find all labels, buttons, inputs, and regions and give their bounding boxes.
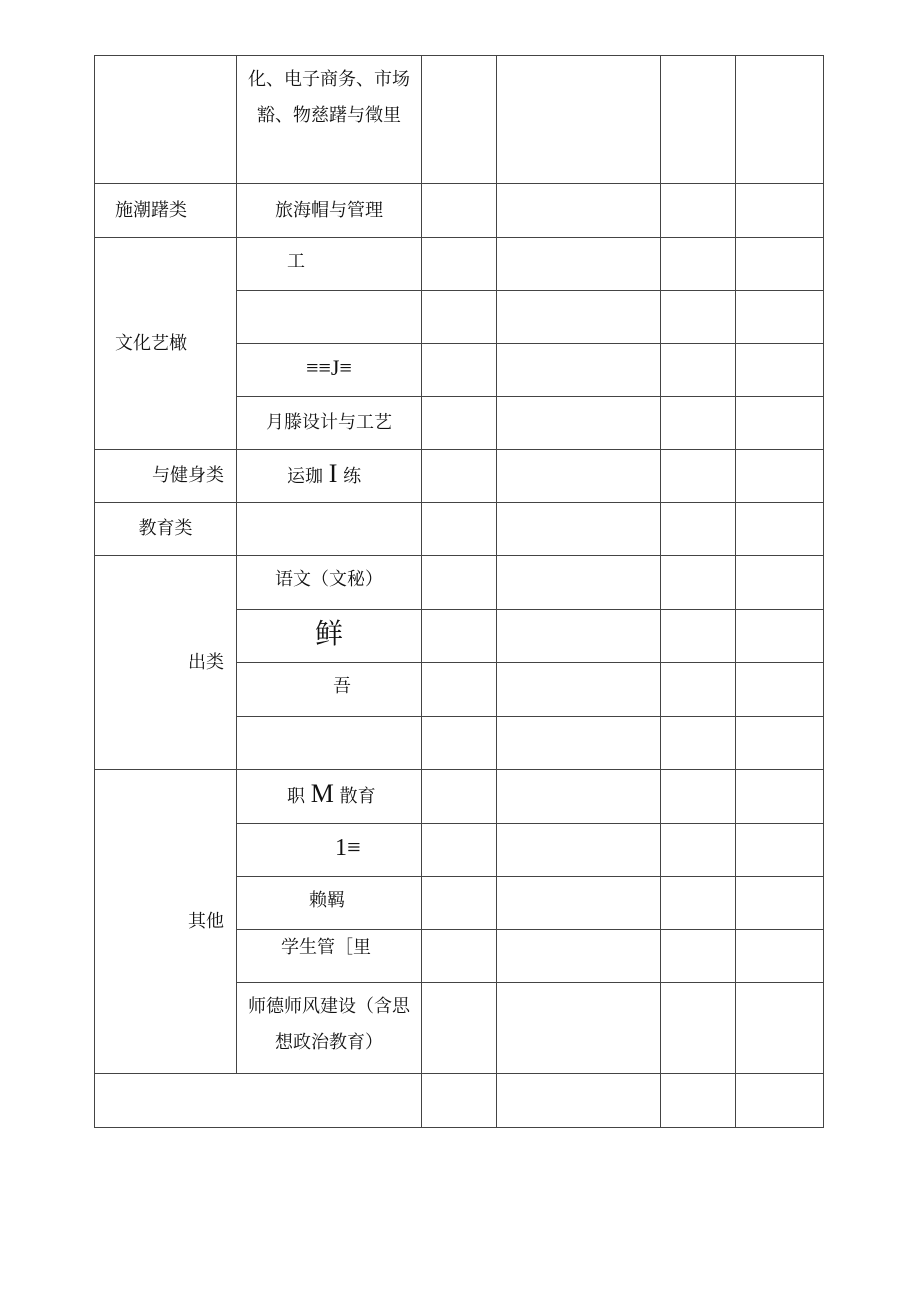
subject-line: 师德师风建设（含思 xyxy=(248,996,410,1017)
table-cell xyxy=(497,450,661,503)
table-cell xyxy=(422,397,497,450)
subject-cell xyxy=(237,450,422,503)
table-cell xyxy=(497,824,661,877)
subject-line: 豁、物慈躇与徵里 xyxy=(257,105,401,126)
table-cell xyxy=(736,184,824,238)
table-cell xyxy=(736,877,824,930)
subject-cell: 旅海帽与管理 xyxy=(237,184,422,238)
table-cell xyxy=(736,238,824,291)
table-cell xyxy=(736,397,824,450)
table-cell xyxy=(497,56,661,184)
subject-cell: 学生管［里 xyxy=(237,930,422,983)
category-cell: 出类 xyxy=(95,556,237,770)
table-row xyxy=(95,238,824,291)
category-cell: 教育类 xyxy=(95,503,237,556)
subject-part: I xyxy=(328,459,338,488)
table-cell xyxy=(661,556,736,610)
subject-cell: 吾 xyxy=(237,663,422,717)
table-cell xyxy=(422,930,497,983)
table-cell xyxy=(422,450,497,503)
subject-cell: 鲜 xyxy=(237,610,422,663)
subject-cell: 月滕设计与工艺 xyxy=(237,397,422,450)
table-row xyxy=(95,556,824,610)
table-cell xyxy=(497,717,661,770)
table-cell xyxy=(237,503,422,556)
table-cell xyxy=(736,503,824,556)
table-cell xyxy=(661,344,736,397)
table-row xyxy=(95,770,824,824)
subject-part: 运珈 xyxy=(287,466,323,487)
subject-cell: 语文（文秘） xyxy=(237,556,422,610)
table-cell xyxy=(661,983,736,1074)
table-cell xyxy=(736,610,824,663)
category-cell: 与健身类 xyxy=(95,450,237,503)
table-cell xyxy=(497,238,661,291)
table-cell xyxy=(661,291,736,344)
subject-cell: 1≡ xyxy=(237,824,422,877)
table-cell xyxy=(422,717,497,770)
table-cell xyxy=(497,344,661,397)
table-cell xyxy=(497,1074,661,1128)
table-cell xyxy=(422,291,497,344)
subject-part: M xyxy=(310,779,334,808)
table-cell xyxy=(497,770,661,824)
subject-cell xyxy=(237,56,422,184)
table-cell xyxy=(422,503,497,556)
table-cell xyxy=(497,397,661,450)
table-cell xyxy=(661,184,736,238)
table-cell xyxy=(422,556,497,610)
table-cell xyxy=(422,824,497,877)
table-cell xyxy=(422,184,497,238)
table-row xyxy=(95,503,824,556)
table-cell xyxy=(736,930,824,983)
subject-cell xyxy=(237,770,422,824)
table-cell xyxy=(95,56,237,184)
table-cell xyxy=(661,717,736,770)
subject-cell xyxy=(237,717,422,770)
table-cell xyxy=(661,238,736,291)
table-cell xyxy=(736,291,824,344)
subject-cell xyxy=(237,291,422,344)
table-cell xyxy=(736,663,824,717)
table-cell xyxy=(661,824,736,877)
table-row xyxy=(95,1074,824,1128)
table-cell xyxy=(497,291,661,344)
subject-cell: 工 xyxy=(237,238,422,291)
table-cell xyxy=(736,56,824,184)
subject-cell: ≡≡J≡ xyxy=(237,344,422,397)
table-cell xyxy=(661,610,736,663)
table-cell xyxy=(661,930,736,983)
table-cell xyxy=(422,238,497,291)
table-cell xyxy=(736,824,824,877)
table-cell xyxy=(422,770,497,824)
table-cell xyxy=(661,770,736,824)
table-cell xyxy=(661,663,736,717)
table-cell xyxy=(736,556,824,610)
table-cell xyxy=(661,56,736,184)
table-cell xyxy=(422,983,497,1074)
subject-part: 散育 xyxy=(339,786,376,807)
category-cell: 文化艺橄 xyxy=(95,238,237,450)
table-cell xyxy=(497,983,661,1074)
subject-line: 想政治教育） xyxy=(275,1032,383,1053)
table-cell xyxy=(422,877,497,930)
category-cell: 施潮躇类 xyxy=(95,184,237,238)
specialty-table xyxy=(94,55,824,1128)
table-cell xyxy=(736,450,824,503)
table-cell xyxy=(736,344,824,397)
table-cell xyxy=(661,877,736,930)
table-cell xyxy=(661,503,736,556)
table-cell xyxy=(422,610,497,663)
table-row xyxy=(95,184,824,238)
table-cell xyxy=(736,770,824,824)
table-cell xyxy=(736,717,824,770)
subject-cell xyxy=(237,983,422,1074)
table-cell xyxy=(95,1074,422,1128)
table-cell xyxy=(497,930,661,983)
table-cell xyxy=(497,556,661,610)
category-cell: 其他 xyxy=(95,770,237,1074)
table-cell xyxy=(497,503,661,556)
subject-cell: 赖羁 xyxy=(237,877,422,930)
table-cell xyxy=(661,397,736,450)
table-cell xyxy=(422,663,497,717)
subject-part: 练 xyxy=(343,466,362,487)
table-cell xyxy=(422,56,497,184)
table-cell xyxy=(497,610,661,663)
table-row xyxy=(95,450,824,503)
table-cell xyxy=(661,1074,736,1128)
table-cell xyxy=(661,450,736,503)
table-cell xyxy=(497,184,661,238)
table-cell xyxy=(422,1074,497,1128)
table-cell xyxy=(736,983,824,1074)
table-cell xyxy=(497,663,661,717)
subject-line: 化、电子商务、市场 xyxy=(248,69,410,90)
table-row xyxy=(95,56,824,184)
table-cell xyxy=(736,1074,824,1128)
subject-part: 职 xyxy=(287,786,305,807)
table-cell xyxy=(497,877,661,930)
table-cell xyxy=(422,344,497,397)
